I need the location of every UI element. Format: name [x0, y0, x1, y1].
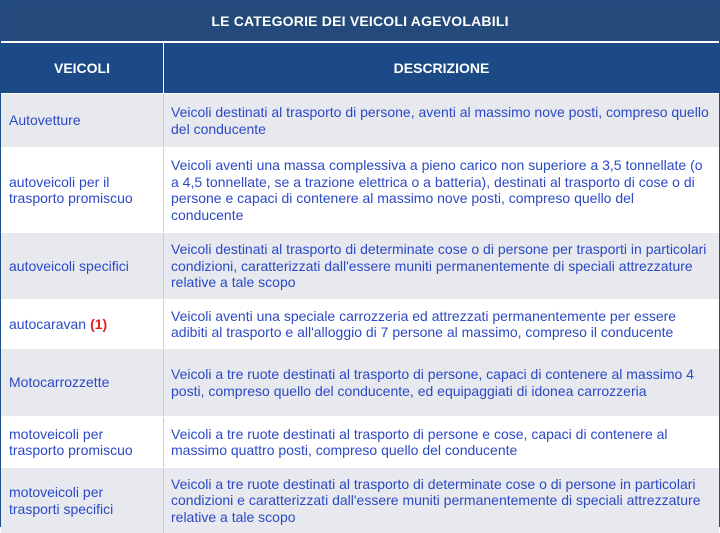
table-row: [1, 300, 719, 349]
description-cell: Veicoli a tre ruote destinati al trasporto di determinate cose o di persone in particolari condizioni e caratterizzati dall'essere muniti permanentemente di speciali attrezzature relative a tale scopo: [171, 475, 701, 525]
vehicle-label: motoveicoli per trasporto promiscuo: [9, 425, 133, 458]
header-vehicles: VEICOLI: [1, 43, 164, 93]
table-row: [1, 349, 719, 417]
table-row: [1, 468, 719, 533]
vehicle-cell: [1, 148, 164, 232]
vehicle-label: autocaravan: [9, 315, 87, 332]
table-row: [1, 233, 719, 300]
vehicle-cell: [1, 94, 164, 147]
vehicle-label: autoveicoli specifici: [9, 257, 129, 274]
footnote-ref[interactable]: (1): [90, 315, 108, 332]
header-description: DESCRIZIONE: [393, 60, 490, 76]
vehicle-cell: [1, 349, 164, 416]
description-cell: Veicoli a tre ruote destinati al trasporto di persone, capaci di contenere al massimo 4 posti, compreso quello del conducente, ed equipaggiati di idonea carrozzeria: [171, 366, 694, 399]
vehicle-label: autoveicoli per il trasporto promiscuo: [9, 173, 133, 206]
description-cell: Veicoli destinati al trasporto di determinate cose o di persone per trasporti in particolari condizioni, caratterizzati dall'essere muniti permanentemente di speciali attrezzature relative a tale scopo: [171, 241, 707, 291]
vehicle-cell: [1, 417, 164, 467]
vehicle-cell: [1, 468, 164, 533]
table-row: [1, 417, 719, 468]
table-title: LE CATEGORIE DEI VEICOLI AGEVOLABILI: [1, 1, 719, 43]
description-cell: Veicoli aventi una massa complessiva a pieno carico non superiore a 3,5 tonnellate (o a 4,5 tonnellate, se a trazione elettrica o a batteria), destinati al trasporto di cose o di persone e capaci di contenere al massimo nove posti, compreso quello del conducente: [171, 157, 703, 223]
table-header-row: [1, 43, 719, 94]
vehicle-label: Motocarrozzette: [9, 374, 110, 391]
vehicle-cell: [1, 300, 164, 348]
description-cell: Veicoli a tre ruote destinati al trasporto di persone e cose, capaci di contenere al massimo quattro posti, compreso quello del conducente: [171, 425, 668, 458]
description-cell: Veicoli destinati al trasporto di persone, aventi al massimo nove posti, compreso quello del conducente: [171, 104, 709, 137]
vehicle-cell: [1, 233, 164, 299]
vehicle-label: motoveicoli per trasporti specifici: [9, 484, 114, 517]
table-row: [1, 148, 719, 233]
vehicle-label: Autovetture: [9, 112, 81, 129]
description-cell: Veicoli aventi una speciale carrozzeria ed attrezzati permanentemente per essere adibiti al trasporto e all'alloggio di 7 persone al massimo, compreso il conducente: [171, 307, 677, 340]
table-row: [1, 94, 719, 148]
